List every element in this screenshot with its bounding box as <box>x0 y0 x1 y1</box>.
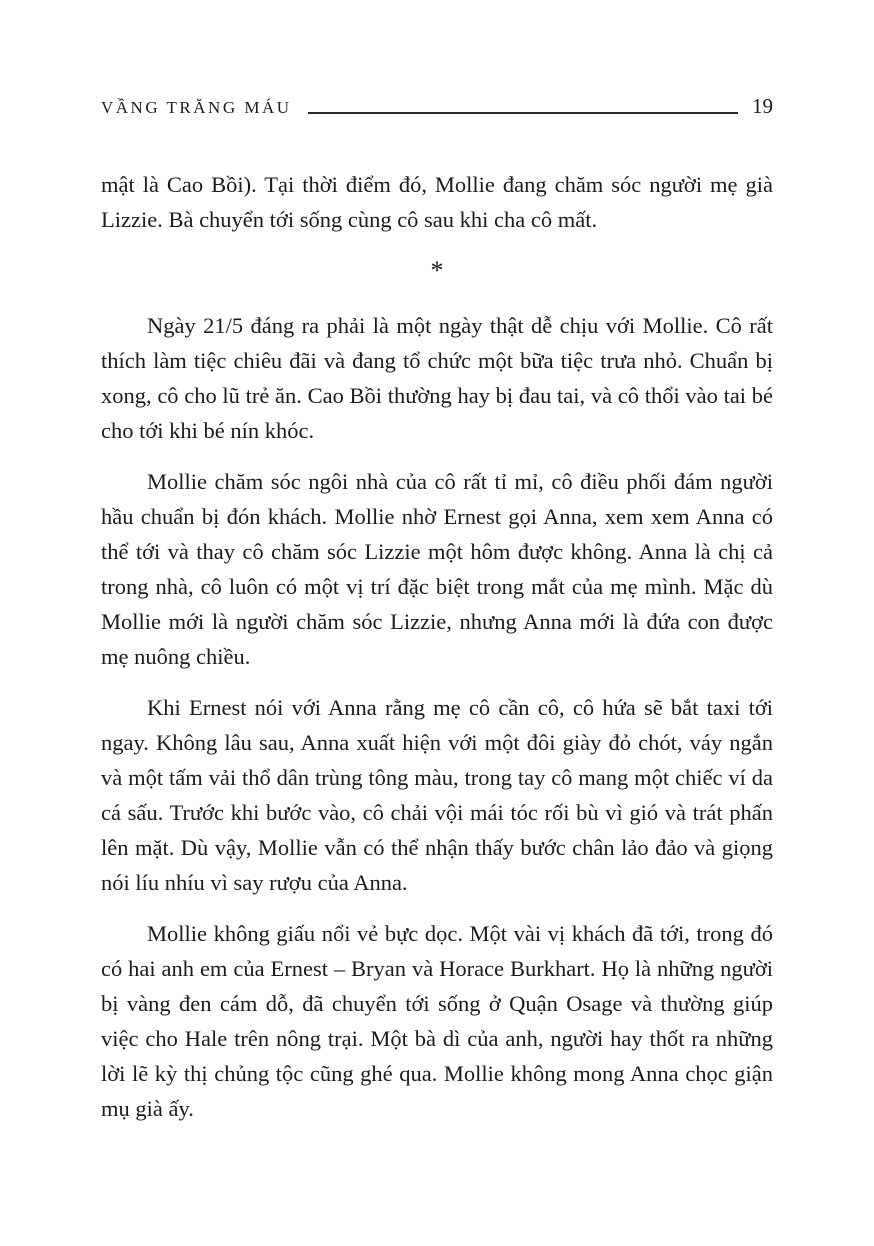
page-header <box>101 94 773 119</box>
header-rule <box>308 112 738 114</box>
paragraph: Khi Ernest nói với Anna rằng mẹ cô cần cô, cô hứa sẽ bắt taxi tới ngay. Không lâu sau, Anna xuất hiện với một đôi giày đỏ chót, váy ngắn và một tấm vải thổ dân trùng tông màu, trong tay cô mang một chiếc ví da cá sấu. Trước khi bước vào, cô chải vội mái tóc rối bù vì gió và trát phấn lên mặt. Dù vậy, Mollie vẫn có thể nhận thấy bước chân lảo đảo và giọng nói líu nhíu vì say rượu của Anna. <box>101 695 773 895</box>
running-title: VẦNG TRĂNG MÁU <box>101 98 292 117</box>
body-text <box>101 167 773 1142</box>
section-divider: * <box>430 256 444 285</box>
paragraph: Ngày 21/5 đáng ra phải là một ngày thật dễ chịu với Mollie. Cô rất thích làm tiệc chiêu đãi và đang tổ chức một bữa tiệc trưa nhỏ. Chuẩn bị xong, cô cho lũ trẻ ăn. Cao Bồi thường hay bị đau tai, và cô thổi vào tai bé cho tới khi bé nín khóc. <box>101 313 773 443</box>
paragraph: Mollie không giấu nổi vẻ bực dọc. Một vài vị khách đã tới, trong đó có hai anh em của Ernest – Bryan và Horace Burkhart. Họ là những người bị vàng đen cám dỗ, đã chuyển tới sống ở Quận Osage và thường giúp việc cho Hale trên nông trại. Một bà dì của anh, người hay thốt ra những lời lẽ kỳ thị chủng tộc cũng ghé qua. Mollie không mong Anna chọc giận mụ già ấy. <box>101 921 773 1121</box>
paragraph: Mollie chăm sóc ngôi nhà của cô rất tỉ mỉ, cô điều phối đám người hầu chuẩn bị đón khách. Mollie nhờ Ernest gọi Anna, xem xem Anna có thể tới và thay cô chăm sóc Lizzie một hôm được không. Anna là chị cả trong nhà, cô luôn có một vị trí đặc biệt trong mắt của mẹ mình. Mặc dù Mollie mới là người chăm sóc Lizzie, nhưng Anna mới là đứa con được mẹ nuông chiều. <box>101 469 773 669</box>
paragraph: mật là Cao Bồi). Tại thời điểm đó, Mollie đang chăm sóc người mẹ già Lizzie. Bà chuyển tới sống cùng cô sau khi cha cô mất. <box>101 172 773 232</box>
page-number: 19 <box>752 94 773 118</box>
